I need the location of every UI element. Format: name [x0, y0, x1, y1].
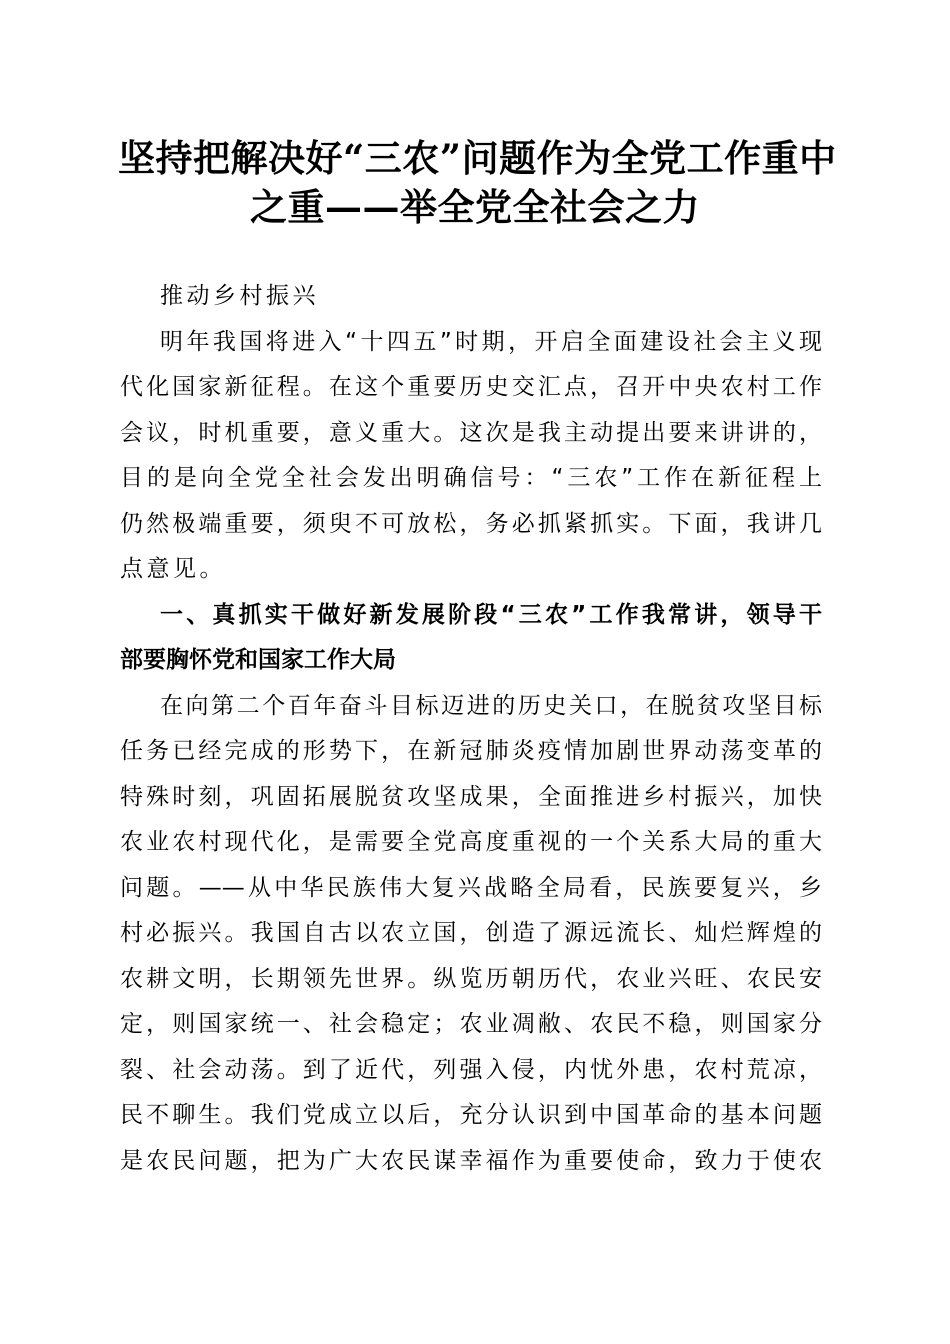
text-line: 任务已经完成的形势下，在新冠肺炎疫情加剧世界动荡变革的 [120, 738, 822, 764]
title-line: 坚持把解决好“三农”问题作为全党工作重中 [118, 136, 837, 180]
text-line: 民不聊生。我们党成立以后，充分认识到中国革命的基本问题 [120, 1102, 822, 1128]
text-line: 在向第二个百年奋斗目标迈进的历史关口，在脱贫攻坚目标 [160, 692, 822, 719]
text-line: 点意见。 [120, 556, 226, 582]
text-line: 目的是向全党全社会发出明确信号：“三农”工作在新征程上 [120, 465, 822, 491]
text-line: 会议，时机重要，意义重大。这次是我主动提出要来讲讲的， [120, 419, 822, 446]
text-line: 仍然极端重要，须臾不可放松，务必抓紧抓实。下面，我讲几 [120, 510, 822, 537]
subtitle-line: 推动乡村振兴 [160, 283, 319, 309]
text-line: 问题。——从中华民族伟大复兴战略全局看，民族要复兴，乡 [120, 874, 822, 901]
body-paragraph [120, 684, 822, 1185]
text-line: 是农民问题，把为广大农民谋幸福作为重要使命，致力于使农 [120, 1147, 822, 1174]
title-line: 之重——举全党全社会之力 [250, 185, 700, 229]
section-heading [120, 593, 822, 684]
text-line: 代化国家新征程。在这个重要历史交汇点，召开中央农村工作 [120, 374, 822, 400]
subtitle-paragraph [120, 274, 822, 320]
text-line: 明年我国将进入“十四五”时期，开启全面建设社会主义现 [160, 328, 822, 355]
heading-line: 部要胸怀党和国家工作大局 [120, 647, 396, 673]
text-line: 定，则国家统一、社会稳定；农业凋敝、农民不稳，则国家分 [120, 1011, 822, 1037]
text-line: 特殊时刻，巩固拓展脱贫攻坚成果，全面推进乡村振兴，加快 [120, 783, 822, 810]
document-body [120, 274, 822, 1184]
text-line: 农耕文明，长期领先世界。纵览历朝历代，农业兴旺、农民安 [120, 965, 822, 992]
document-title [118, 134, 837, 232]
intro-paragraph [120, 320, 822, 593]
heading-line: 一、真抓实干做好新发展阶段“三农”工作我常讲，领导干 [160, 601, 822, 628]
text-line: 村必振兴。我国自古以农立国，创造了源远流长、灿烂辉煌的 [120, 920, 822, 946]
text-line: 农业农村现代化，是需要全党高度重视的一个关系大局的重大 [120, 829, 822, 855]
text-line: 裂、社会动荡。到了近代，列强入侵，内忧外患，农村荒凉， [120, 1056, 822, 1083]
